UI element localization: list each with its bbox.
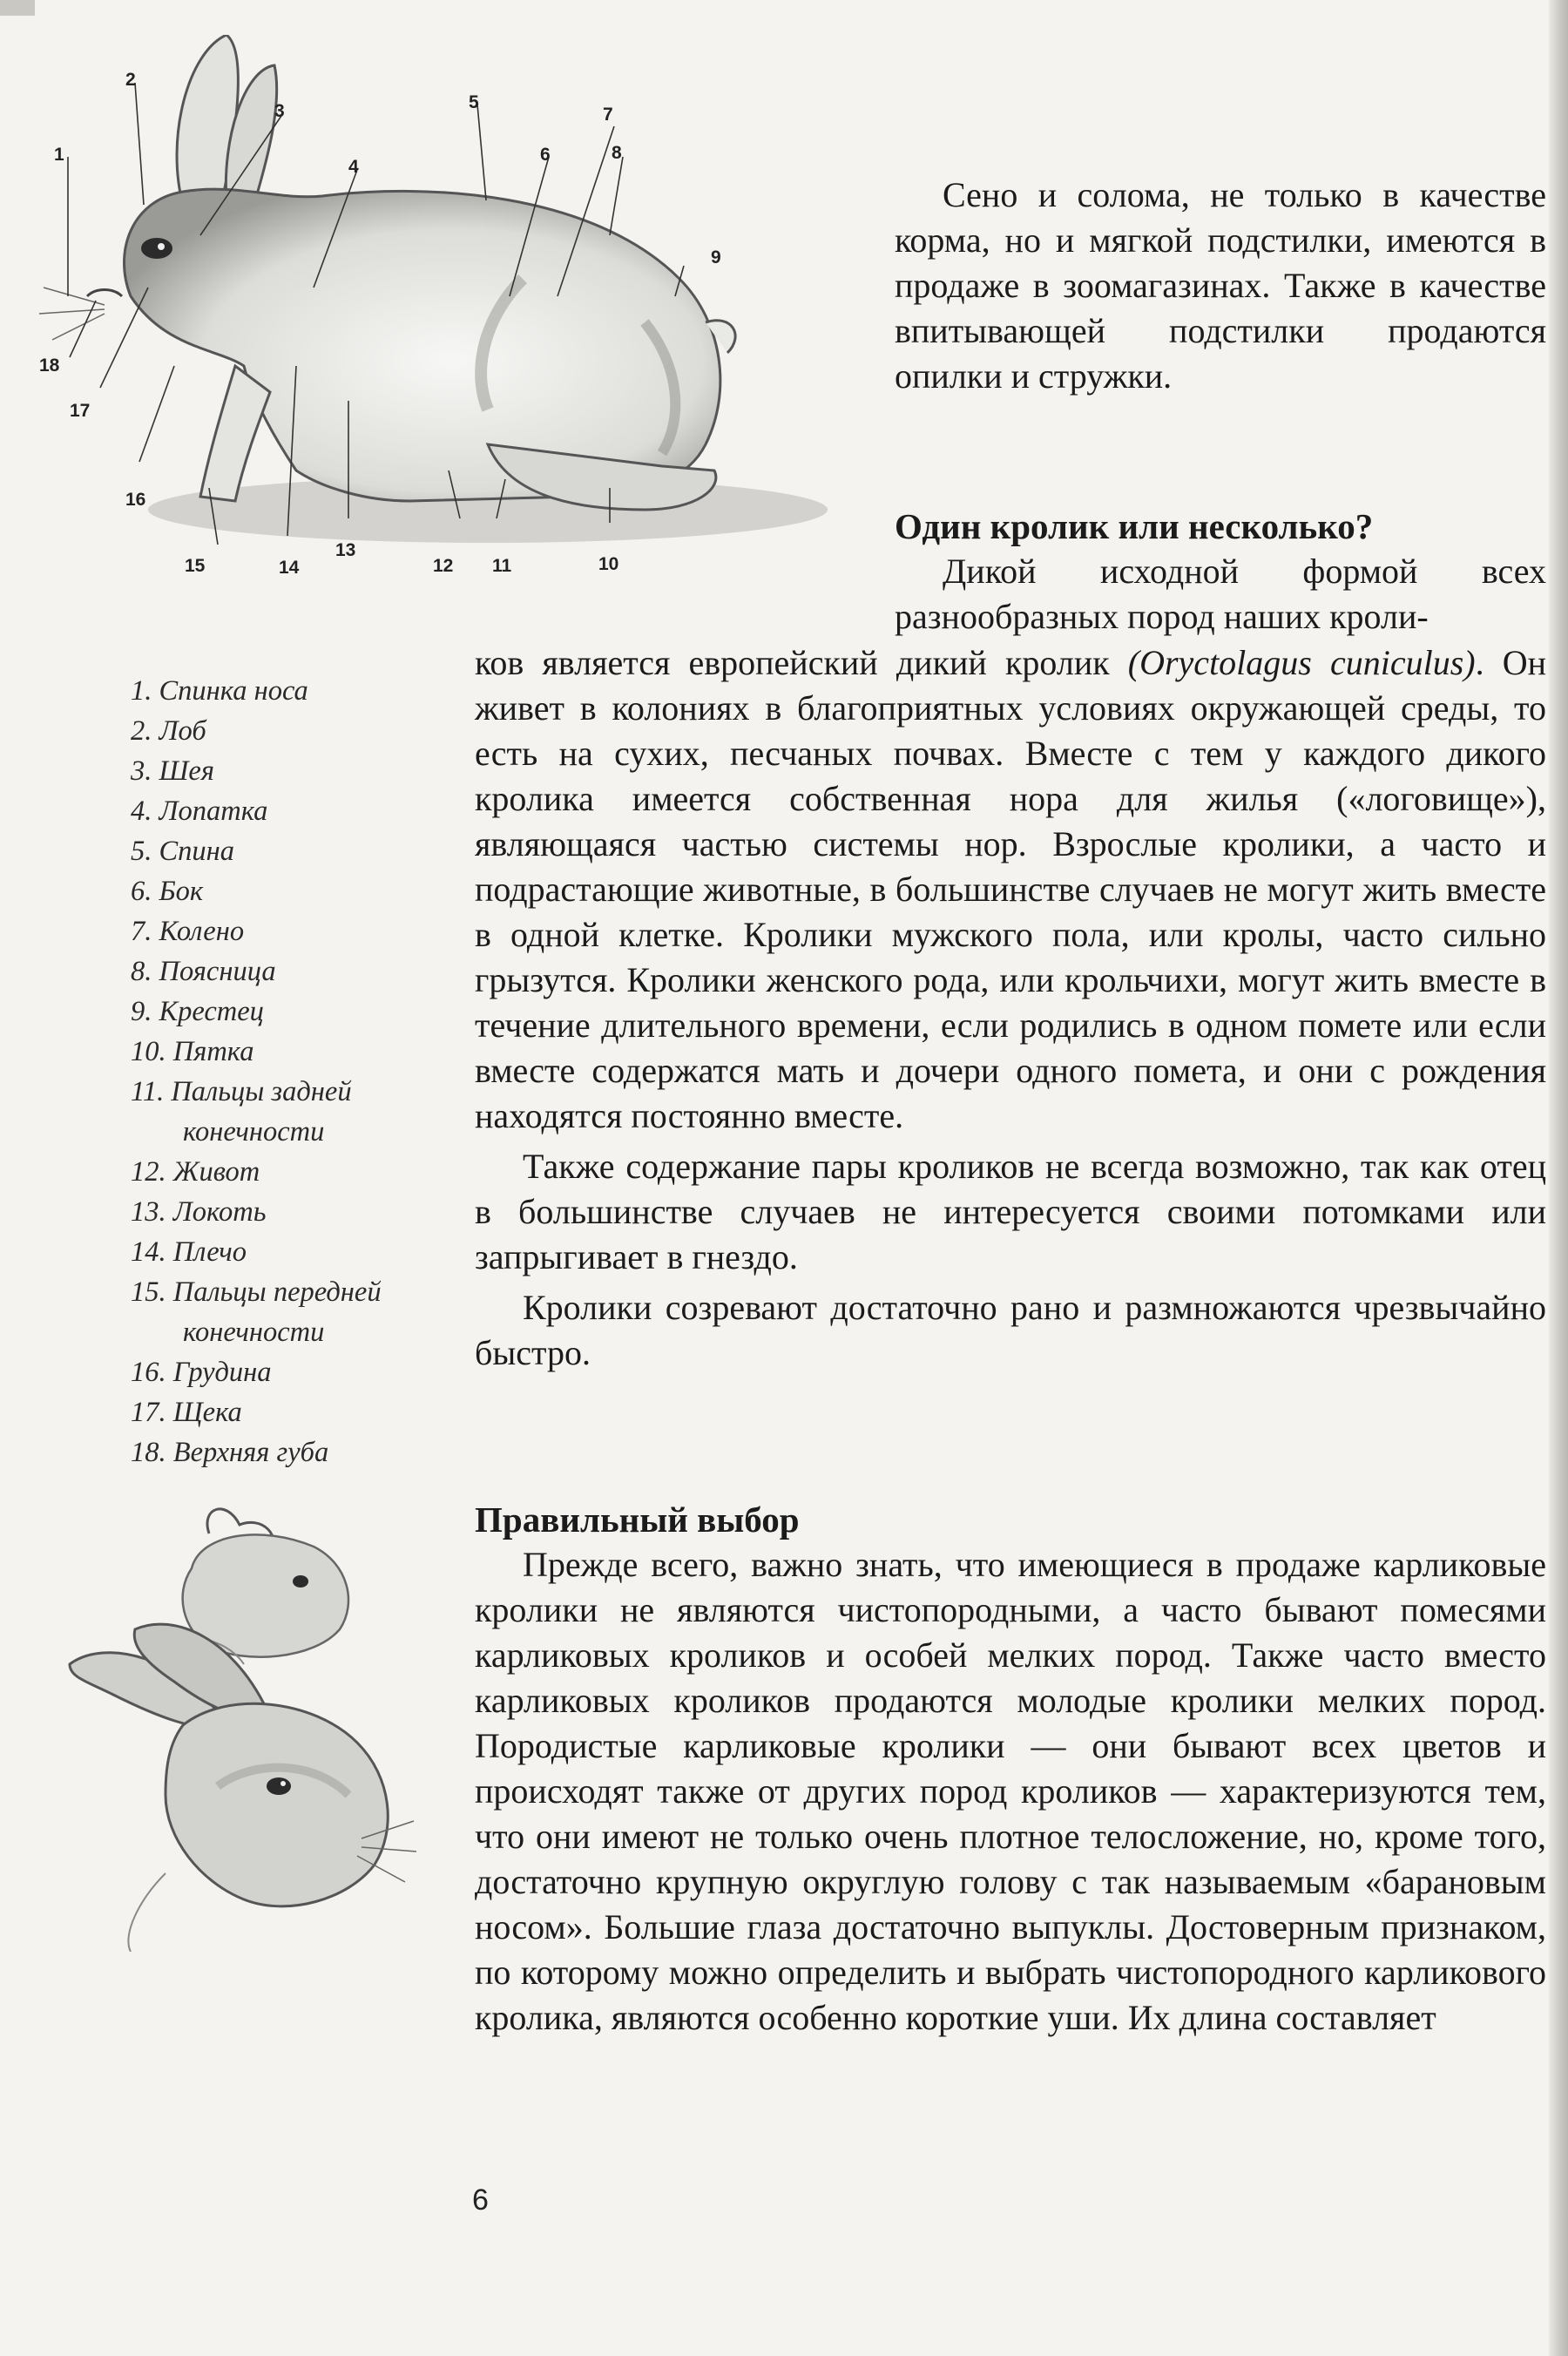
section1-paragraph2: Также содержание пары кроликов не всегда возможно, так как отец в большинстве случаев не интересуется своими потомками или запрыгивает в гнездо.: [475, 1147, 1546, 1276]
section1-heading: Один кролик или несколько?: [895, 506, 1374, 546]
diagram-label-16: 16: [125, 490, 146, 510]
diagram-label-13: 13: [335, 540, 356, 560]
rabbit-anatomy-diagram: [35, 35, 871, 610]
rabbit-sketch-drawing: [52, 1499, 418, 1952]
scan-corner-mark: [0, 0, 35, 16]
diagram-label-11: 11: [492, 556, 512, 576]
page-number: 6: [472, 2183, 489, 2217]
legend-item: 6. Бок: [131, 876, 204, 907]
section2-heading: Правильный выбор: [475, 1500, 800, 1540]
section1-paragraph3: Кролики созревают достаточно рано и размножаются чрезвычайно быстро.: [475, 1288, 1546, 1372]
rabbit-drawing: [35, 35, 871, 610]
diagram-label-9: 9: [711, 247, 721, 267]
diagram-label-7: 7: [603, 105, 613, 125]
diagram-label-6: 6: [540, 145, 551, 165]
section1-paragraph1-continuation: [475, 640, 1546, 1139]
legend-item: 8. Поясница: [131, 956, 276, 987]
legend-item: 18. Верхняя губа: [131, 1437, 329, 1468]
diagram-label-3: 3: [274, 101, 285, 121]
section1-paragraph1-text-b: . Он живет в колониях в благоприятных условиях окружающей среды, то есть на сухих, песчаных почвах. Вместе с тем у каждого дикого кролика имеется собственная нора для жилья («логовище»), являющаяся частью системы нор. Взрослые кролики, а часто и подрастающие животные, в большинстве случаев не могут жить вместе в одной клетке. Кролики мужского пола, или кролы, часто сильно грызутся. Кролики женского рода, или крольчихи, могут жить вместе в течение длительного времени, если родились в одном помете или если вместе содержатся мать и дочери одного помета, и они с рождения находятся постоянно вместе.: [475, 643, 1547, 1135]
diagram-label-17: 17: [70, 401, 91, 421]
diagram-label-2: 2: [125, 70, 136, 90]
intro-paragraph: Сено и солома, не только в качестве корма, но и мягкой подстилки, имеются в продаже в зоомагазинах. Также в качестве впитывающей подстилки продаются опилки и стружки.: [895, 175, 1546, 396]
legend-item: 14. Плечо: [131, 1236, 247, 1268]
diagram-label-10: 10: [598, 554, 619, 574]
intro-text-block: [895, 173, 1546, 399]
section2-paragraph1: Прежде всего, важно знать, что имеющиеся в продаже карликовые кролики не являются чистопородными, а часто бывают помесями карликовых кроликов и особей мелких пород. Также часто вместо карликовых кроликов продаются молодые кролики мелких пород. Породистые карликовые кролики — они бывают всех цветов и происходят также от других пород кроликов — характеризуются тем, что они имеют не только очень плотное телосложение, но, кроме того, достаточно крупную округлую голову с так называемым «барановым носом». Большие глаза достаточно выпуклы. Достоверным признаком, по которому можно определить и выбрать чистопородного карликового кролика, являются особенно короткие уши. Их длина составляет: [475, 1545, 1546, 2037]
legend-item: 5. Спина: [131, 836, 235, 867]
section1-top-block: [895, 504, 1546, 640]
section1-body-block: [475, 640, 1546, 1376]
diagram-label-15: 15: [185, 556, 206, 576]
rabbit-sketch-illustration: [52, 1499, 418, 1952]
legend-item: 7. Колено: [131, 916, 245, 947]
legend-item: 17. Щека: [131, 1397, 242, 1428]
legend-item-continuation: конечности: [183, 1116, 325, 1148]
section1-paragraph1-start: Дикой исходной формой всех разнообразных пород наших кроли-: [895, 552, 1546, 636]
legend-item: 11. Пальцы задней: [131, 1076, 352, 1107]
diagram-label-5: 5: [469, 92, 479, 112]
section1-paragraph1-text-a: ков является европейский дикий кролик: [475, 643, 1128, 682]
legend-item: 4. Лопатка: [131, 795, 268, 827]
section2-block: [475, 1497, 1546, 2041]
diagram-label-12: 12: [433, 556, 454, 576]
page-binding-edge: [1549, 0, 1568, 2356]
legend-item: 12. Живот: [131, 1156, 260, 1188]
legend-item: 13. Локоть: [131, 1196, 267, 1228]
diagram-label-4: 4: [348, 157, 359, 177]
legend-item-continuation: конечности: [183, 1317, 325, 1348]
legend-item: 10. Пятка: [131, 1036, 254, 1067]
latin-species-name: (Oryctolagus cuniculus): [1127, 643, 1476, 682]
diagram-label-1: 1: [54, 145, 64, 165]
legend-item: 9. Крестец: [131, 996, 264, 1027]
diagram-label-8: 8: [612, 143, 622, 163]
anatomy-legend: [131, 671, 453, 1472]
diagram-label-14: 14: [279, 558, 300, 578]
legend-item: 3. Шея: [131, 755, 214, 787]
diagram-label-18: 18: [39, 355, 60, 376]
legend-item: 1. Спинка носа: [131, 675, 308, 707]
legend-item: 2. Лоб: [131, 715, 206, 747]
legend-item: 16. Грудина: [131, 1357, 272, 1388]
legend-item: 15. Пальцы передней: [131, 1276, 382, 1308]
